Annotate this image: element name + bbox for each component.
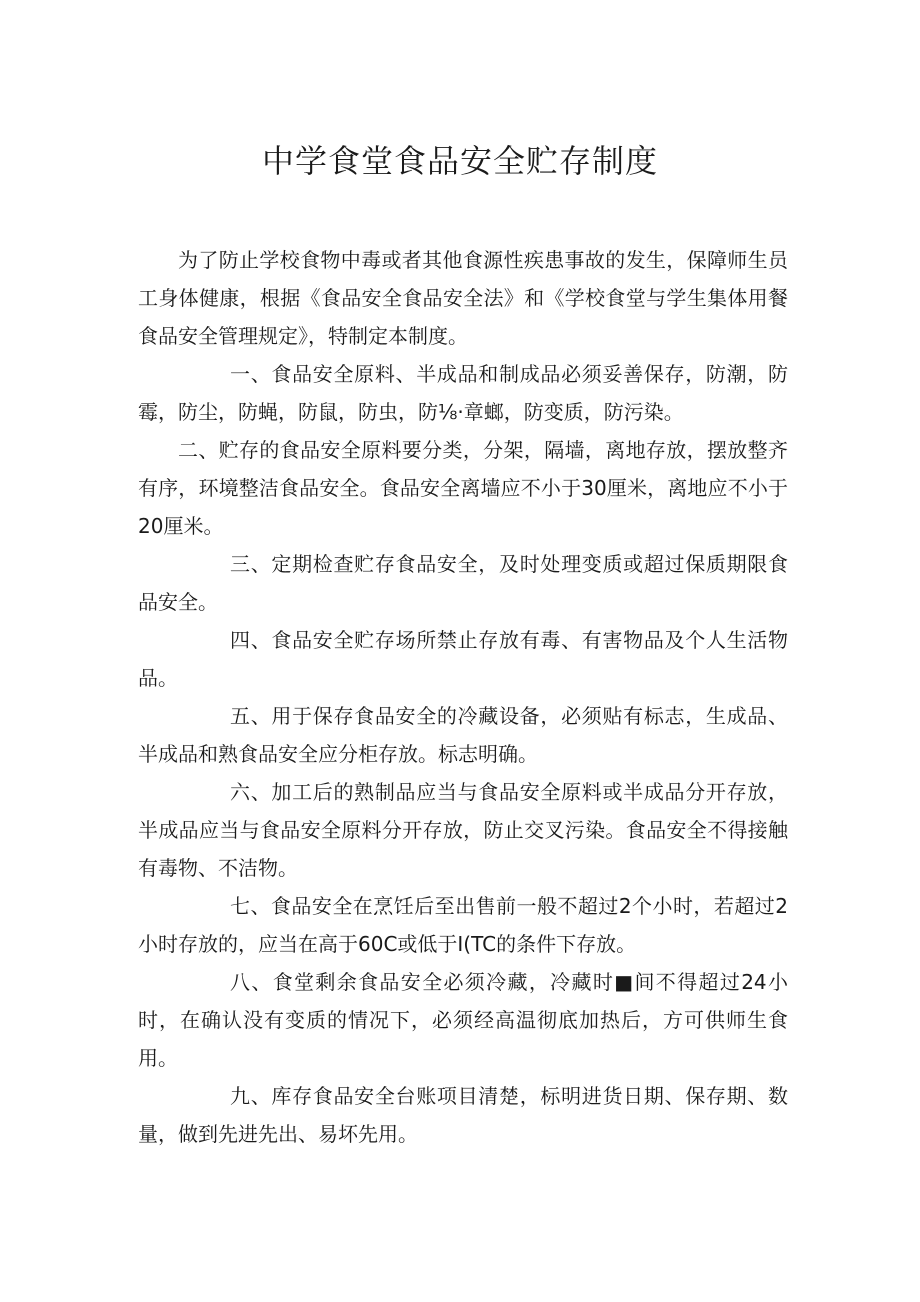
paragraph-6: 六、加工后的熟制品应当与食品安全原料或半成品分开存放，半成品应当与食品安全原料分开存放，防止交叉污染。食品安全不得接触有毒物、不洁物。: [138, 780, 788, 880]
paragraph-3: 三、定期检查贮存食品安全，及时处理变质或超过保质期限食品安全。: [138, 552, 788, 614]
paragraph-7: 七、食品安全在烹饪后至出售前一般不超过2个小时，若超过2小时存放的，应当在高于60C或低于I(TC的条件下存放。: [138, 894, 788, 956]
paragraph-2: 二、贮存的食品安全原料要分类，分架，隔墙，离地存放，摆放整齐有序，环境整洁食品安全。食品安全离墙应不小于30厘米，离地应不小于20厘米。: [138, 438, 788, 538]
paragraph-5: 五、用于保存食品安全的冷藏设备，必须贴有标志，生成品、半成品和熟食品安全应分柜存放。标志明确。: [138, 704, 788, 766]
paragraph-9: 九、库存食品安全台账项目清楚，标明进货日期、保存期、数量，做到先进先出、易坏先用。: [138, 1084, 788, 1146]
paragraph-4: 四、食品安全贮存场所禁止存放有毒、有害物品及个人生活物品。: [138, 628, 788, 690]
paragraph-8: 八、食堂剩余食品安全必须冷藏，冷藏时■间不得超过24小时，在确认没有变质的情况下，必须经高温彻底加热后，方可供师生食用。: [138, 970, 788, 1070]
paragraph-1: 一、食品安全原料、半成品和制成品必须妥善保存，防潮，防霉，防尘，防蝇，防鼠，防虫，防⅛·章螂，防变质，防污染。: [138, 362, 788, 424]
document-title: 中学食堂食品安全贮存制度: [261, 142, 658, 180]
paragraph-intro: 为了防止学校食物中毒或者其他食源性疾患事故的发生，保障师生员工身体健康，根据《食品安全食品安全法》和《学校食堂与学生集体用餐食品安全管理规定》，特制定本制度。: [138, 248, 788, 348]
document-body: [138, 241, 788, 1153]
